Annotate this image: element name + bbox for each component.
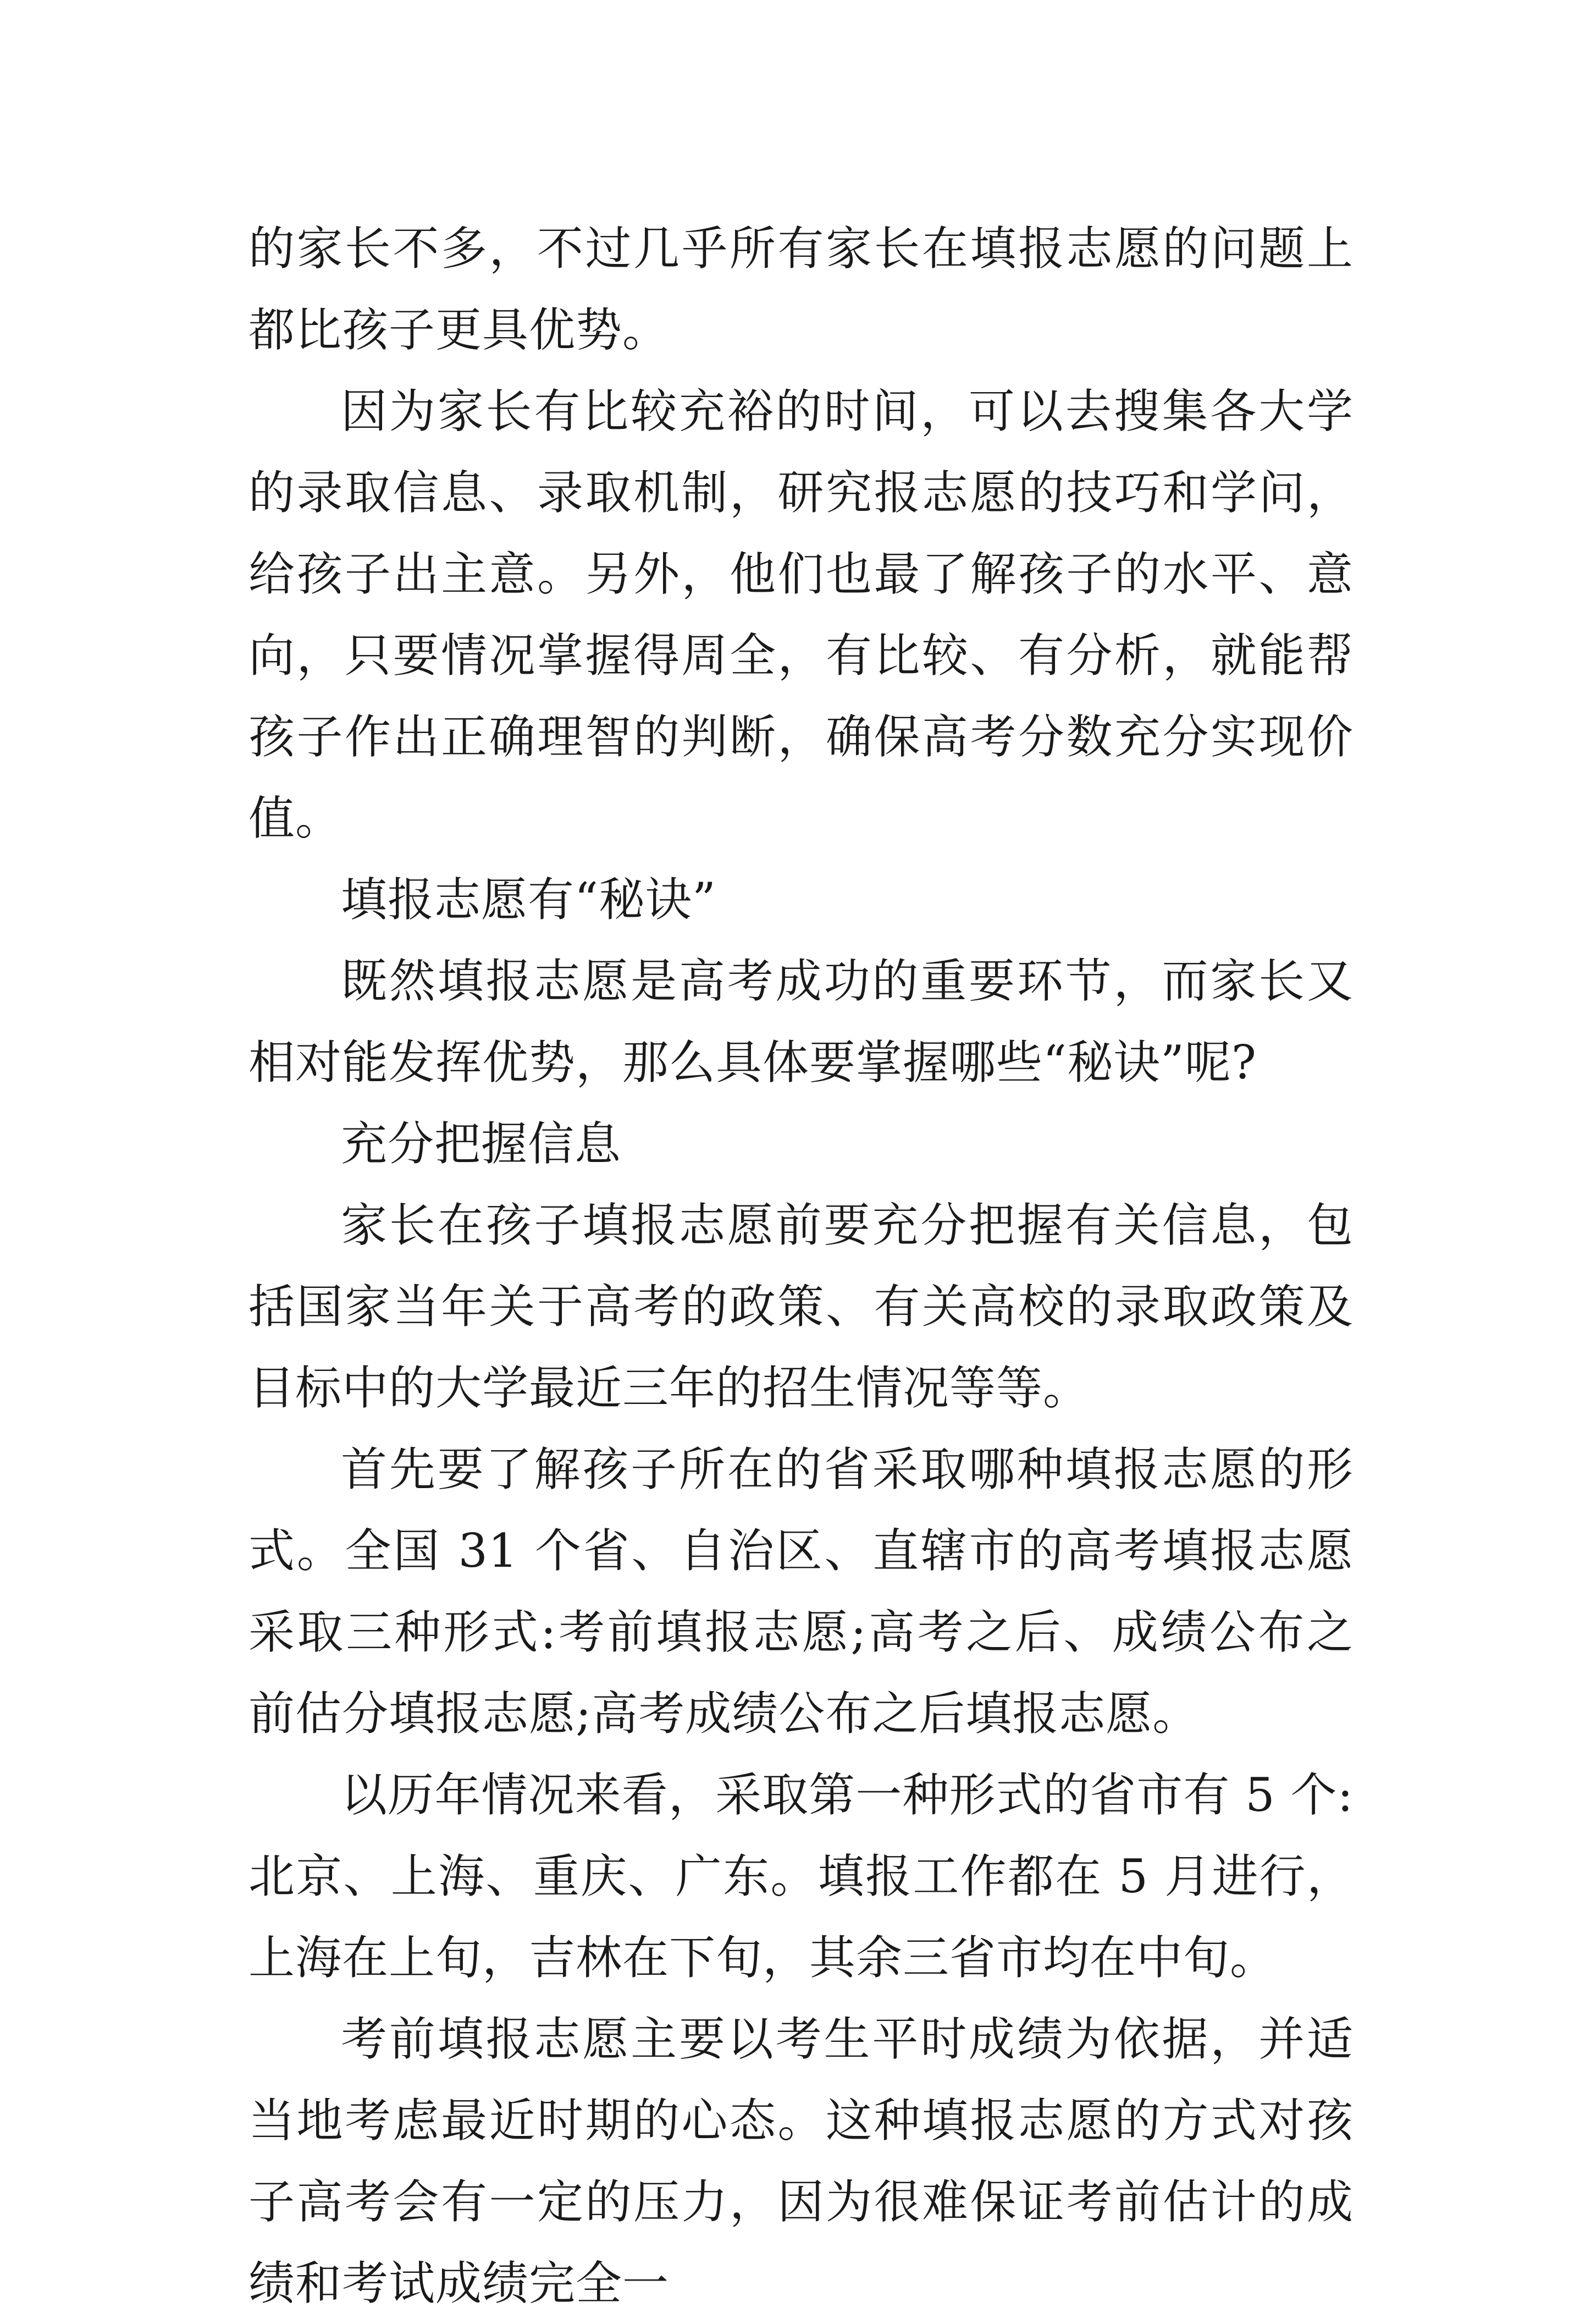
paragraph: 以历年情况来看，采取第一种形式的省市有 5 个:北京、上海、重庆、广东。填报工作都在 5 月进行，上海在上旬，吉林在下旬，其余三省市均在中旬。 [248,1768,1354,1985]
paragraph-continuation: 的家长不多，不过几乎所有家长在填报志愿的问题上都比孩子更具优势。 [248,222,1354,357]
document-body [248,208,1354,2324]
section-heading: 充分把握信息 [341,1117,622,1171]
paragraph: 既然填报志愿是高考成功的重要环节，而家长又相对能发挥优势，那么具体要掌握哪些“秘诀”呢? [248,954,1354,1089]
paragraph: 首先要了解孩子所在的省采取哪种填报志愿的形式。全国 31 个省、自治区、直辖市的高考填报志愿采取三种形式:考前填报志愿;高考之后、成绩公布之前估分填报志愿;高考成绩公布之后填报志愿。 [248,1442,1354,1741]
paragraph: 因为家长有比较充裕的时间，可以去搜集各大学的录取信息、录取机制，研究报志愿的技巧和学问，给孩子出主意。另外，他们也最了解孩子的水平、意向，只要情况掌握得周全，有比较、有分析，就能帮孩子作出正确理智的判断，确保高考分数充分实现价值。 [248,384,1354,845]
section-heading: 填报志愿有“秘诀” [341,873,716,927]
paragraph: 家长在孩子填报志愿前要充分把握有关信息，包括国家当年关于高考的政策、有关高校的录取政策及目标中的大学最近三年的招生情况等等。 [248,1198,1354,1415]
paragraph: 考前填报志愿主要以考生平时成绩为依据，并适当地考虑最近时期的心态。这种填报志愿的方式对孩子高考会有一定的压力，因为很难保证考前估计的成绩和考试成绩完全一 [248,2012,1354,2310]
